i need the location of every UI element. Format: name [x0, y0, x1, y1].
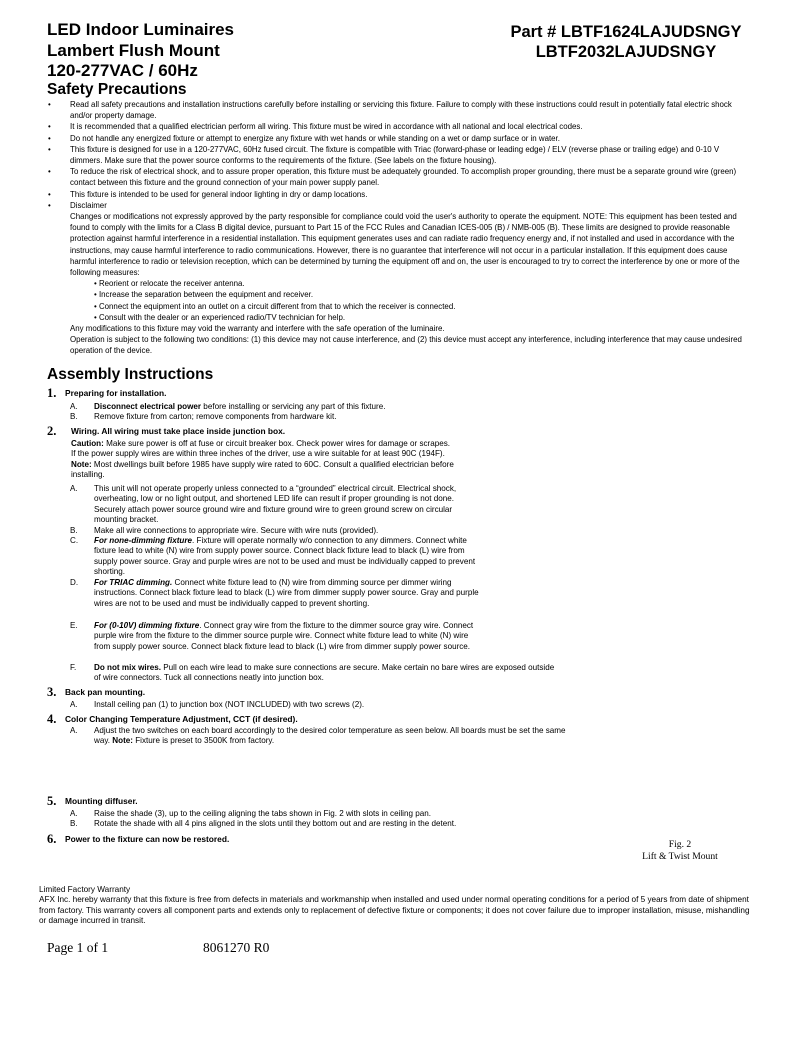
disclaimer-text: Changes or modifications not expressly approved by the party responsible for compliance could void the user's authority to operate the equipment. NOTE: This equipment has been tested and found to comply with the limits for a Class B digital device, pursuant to Part 15 of the FCC Rules and Canadian ICES-005 (B) / NMB-005 (B). These limits are designed to provide reasonable protection against harmful interference in a residential installation. This equipment generates uses and can radiate radio frequency energy and, if not installed and used in accordance with the instructions, may cause harmful interference to radio communications. However, there is no guarantee that interference will not occur in a particular installation. If this equipment does cause harmful interference to radio or television reception, which can be determined by turning the equipment off and on, the user is encouraged to try to correct the interference by one or more of the following measures:	[70, 212, 740, 278]
safety-item: • It is recommended that a qualified electrician perform all wiring. This fixture must be wired in accordance with all national and local electrical codes.	[48, 122, 583, 132]
document-title	[47, 20, 347, 82]
document-number: 8061270 R0	[203, 940, 270, 955]
step-letter: A.	[70, 809, 78, 818]
step-2c: C. For none-dimming fixture. Fixture will operate normally w/o connection to any dimmers. Connect white fixture lead to white (N) wire from supply power source. Connect black fixture lead to black (L) wire from supply power source. Gray and purple wires are not to be used and must be individually capped to prevent shorting.	[70, 536, 476, 576]
bullet-glyph: •	[48, 167, 51, 177]
step-1a-bold: Disconnect electrical power	[94, 402, 202, 411]
safety-item: • Read all safety precautions and installation instructions carefully before installing or servicing this fixture. Failure to comply with these instructions could result in potentially fatal electric shock and/or property damage.	[48, 100, 732, 121]
step-6-title: Power to the fixture can now be restored.	[65, 834, 230, 844]
step-1-number: 1.	[47, 386, 57, 400]
step-3a: A. Install ceiling pan (1) to junction box (NOT INCLUDED) with two screws (2).	[70, 700, 365, 709]
step-letter: B.	[70, 819, 78, 828]
modifications-note: Any modifications to this fixture may void the warranty and interfere with the safe operation of the luminaire.	[70, 324, 445, 334]
step-2f: F. Do not mix wires. Pull on each wire lead to make sure connections are secure. Make certain no bare wires are exposed outside of wire connectors. Tuck all connections neatly into junction box.	[70, 663, 555, 683]
step-5b: B. Rotate the shade with all 4 pins aligned in the slots until they bottom out and are resting in the detent.	[70, 819, 457, 828]
safety-item: • Do not handle any energized fixture or attempt to energize any fixture with wet hands or while standing on a wet or damp surface or in water.	[48, 133, 560, 143]
title-line-1: LED Indoor Luminaires	[47, 20, 235, 39]
step-letter: D.	[70, 578, 79, 587]
step-letter: E.	[70, 621, 78, 630]
safety-list	[48, 99, 748, 357]
step-3-title: Back pan mounting.	[65, 687, 146, 697]
step-4-title: Color Changing Temperature Adjustment, CCT (if desired).	[65, 714, 298, 724]
step-2-number: 2.	[47, 424, 57, 438]
step-letter: F.	[70, 663, 77, 672]
bullet-glyph: •	[48, 144, 51, 154]
step-letter: B.	[70, 412, 78, 421]
step-letter: A.	[70, 726, 78, 735]
step-1-title: Preparing for installation.	[65, 388, 167, 398]
part-number-line-1: Part # LBTF1624LAJUDSNGY	[510, 23, 742, 41]
assembly-heading: Assembly Instructions	[47, 366, 214, 383]
page-number: Page 1 of 1	[47, 940, 109, 955]
part-number-line-2: LBTF2032LAJUDSNGY	[535, 43, 717, 61]
operation-conditions: Operation is subject to the following two conditions: (1) this device may not cause interference, and (2) this device must accept any interference, including interference that may cause undesired operation of the device.	[70, 335, 742, 356]
bullet-glyph: •	[48, 200, 51, 210]
interference-measures	[48, 278, 748, 323]
safety-item: • This fixture is intended to be used for general indoor lighting in dry or damp locations.	[48, 189, 368, 199]
bullet-glyph: •	[48, 133, 51, 143]
step-6-number: 6.	[47, 832, 57, 846]
step-letter: A.	[70, 484, 78, 493]
figure-label: Fig. 2	[668, 839, 692, 850]
safety-item: • This fixture is designed for use in a 120-277VAC, 60Hz fused circuit. The fixture is compatible with Triac (forward-phase or leading edge) / ELV (reverse phase or trailing edge) and 0-10 V dimmers. Make sure that the power source conforms to the requirements of the fixture. (See labels on the fixture housing).	[48, 144, 720, 166]
step-2-title: Wiring. All wiring must take place inside junction box.	[71, 426, 286, 436]
measure-item: • Connect the equipment into an outlet on a circuit different from that to which the receiver is connected.	[94, 301, 456, 311]
measure-item: • Reorient or relocate the receiver antenna.	[94, 279, 245, 289]
step-letter: B.	[70, 526, 78, 535]
step-5-title: Mounting diffuser.	[65, 796, 138, 806]
bullet-glyph: •	[48, 100, 51, 109]
title-line-3: 120-277VAC / 60Hz	[47, 61, 198, 80]
title-line-2: Lambert Flush Mount	[47, 40, 220, 60]
warranty-title: Limited Factory Warranty	[39, 885, 131, 894]
step-2d: D. For TRIAC dimming. Connect white fixture lead to (N) wire from dimming source per dimmer wiring instructions. Connect black fixture lead to black (L) wire from dimmer supply power source. Gray and purple wires are not to be used and must be individually capped to prevent shorting.	[70, 578, 479, 608]
figure-caption-text: Lift & Twist Mount	[642, 851, 718, 862]
step-1b: B. Remove fixture from carton; remove components from hardware kit.	[70, 412, 337, 421]
step-4-number: 4.	[47, 712, 57, 726]
step-letter: A.	[70, 402, 78, 411]
bullet-glyph: •	[48, 189, 51, 199]
measure-item: • Consult with the dealer or an experienced radio/TV technician for help.	[94, 312, 346, 322]
step-letter: C.	[70, 536, 79, 545]
step-2a: A. This unit will not operate properly unless connected to a “grounded” electrical circuit. Electrical shock, overheating, low or no light output, and shortened LED life can result if proper grounding is not done. Securely attach power source ground wire and fixture ground wire to green ground screw on circular mounting bracket.	[70, 484, 457, 524]
figure-caption	[620, 839, 740, 863]
step-4a: A. Adjust the two switches on each board accordingly to the desired color temperature as seen below. All boards must be set the same way. Note: Fixture is preset to 3500K from factory.	[70, 726, 566, 746]
step-2e: E. For (0-10V) dimming fixture. Connect gray wire from the fixture to the dimmer source gray wire. Connect purple wire from the fixture to the dimmer source purple wire. Connect white fixture lead to white (N) wire from supply power source. Connect black fixture lead to black (L) wire from dimmer supply power source.	[70, 621, 474, 651]
step-3-number: 3.	[47, 685, 57, 699]
step-letter: A.	[70, 700, 78, 709]
step-2b: B. Make all wire connections to appropriate wire. Secure with wire nuts (provided).	[70, 526, 379, 535]
safety-item: • Disclaimer	[48, 200, 107, 210]
step-2-caution: Caution: Make sure power is off at fuse or circuit breaker box. Check power wires for damage or scrapes. If the power supply wires are within three inches of the driver, use a wire suitable for at least 90C (194F). Note: Most dwellings built before 1985 have supply wire rated to 60C. Consult a qualified electrician before installing.	[71, 439, 454, 479]
bullet-glyph: •	[48, 122, 51, 132]
part-number	[476, 22, 776, 62]
step-5a: A. Raise the shade (3), up to the ceiling aligning the tabs shown in Fig. 2 with slots in ceiling pan.	[70, 809, 431, 818]
safety-heading: Safety Precautions	[47, 81, 187, 98]
safety-item: • To reduce the risk of electrical shock, and to assure proper operation, this fixture must be adequately grounded. To accomplish proper grounding, there must be a separate ground wire (green) contact between this fixture and the ground connection of your main power supply panel.	[48, 167, 737, 188]
step-1a: A. Disconnect electrical power before installing or servicing any part of this fixture.	[70, 402, 386, 411]
warranty-section	[39, 885, 759, 927]
warranty-text: AFX Inc. hereby warranty that this fixture is free from defects in materials and workmanship when installed and used under normal operating conditions for a period of 5 years from date of shipment from factory. This warranty covers all component parts and extends only to replacement of defective fixture or components; it does not cover failure due to improper installation, misuse, mishandling or damage incurred in transit.	[39, 895, 750, 926]
measure-item: • Increase the separation between the equipment and receiver.	[94, 290, 314, 300]
step-5-number: 5.	[47, 794, 57, 808]
